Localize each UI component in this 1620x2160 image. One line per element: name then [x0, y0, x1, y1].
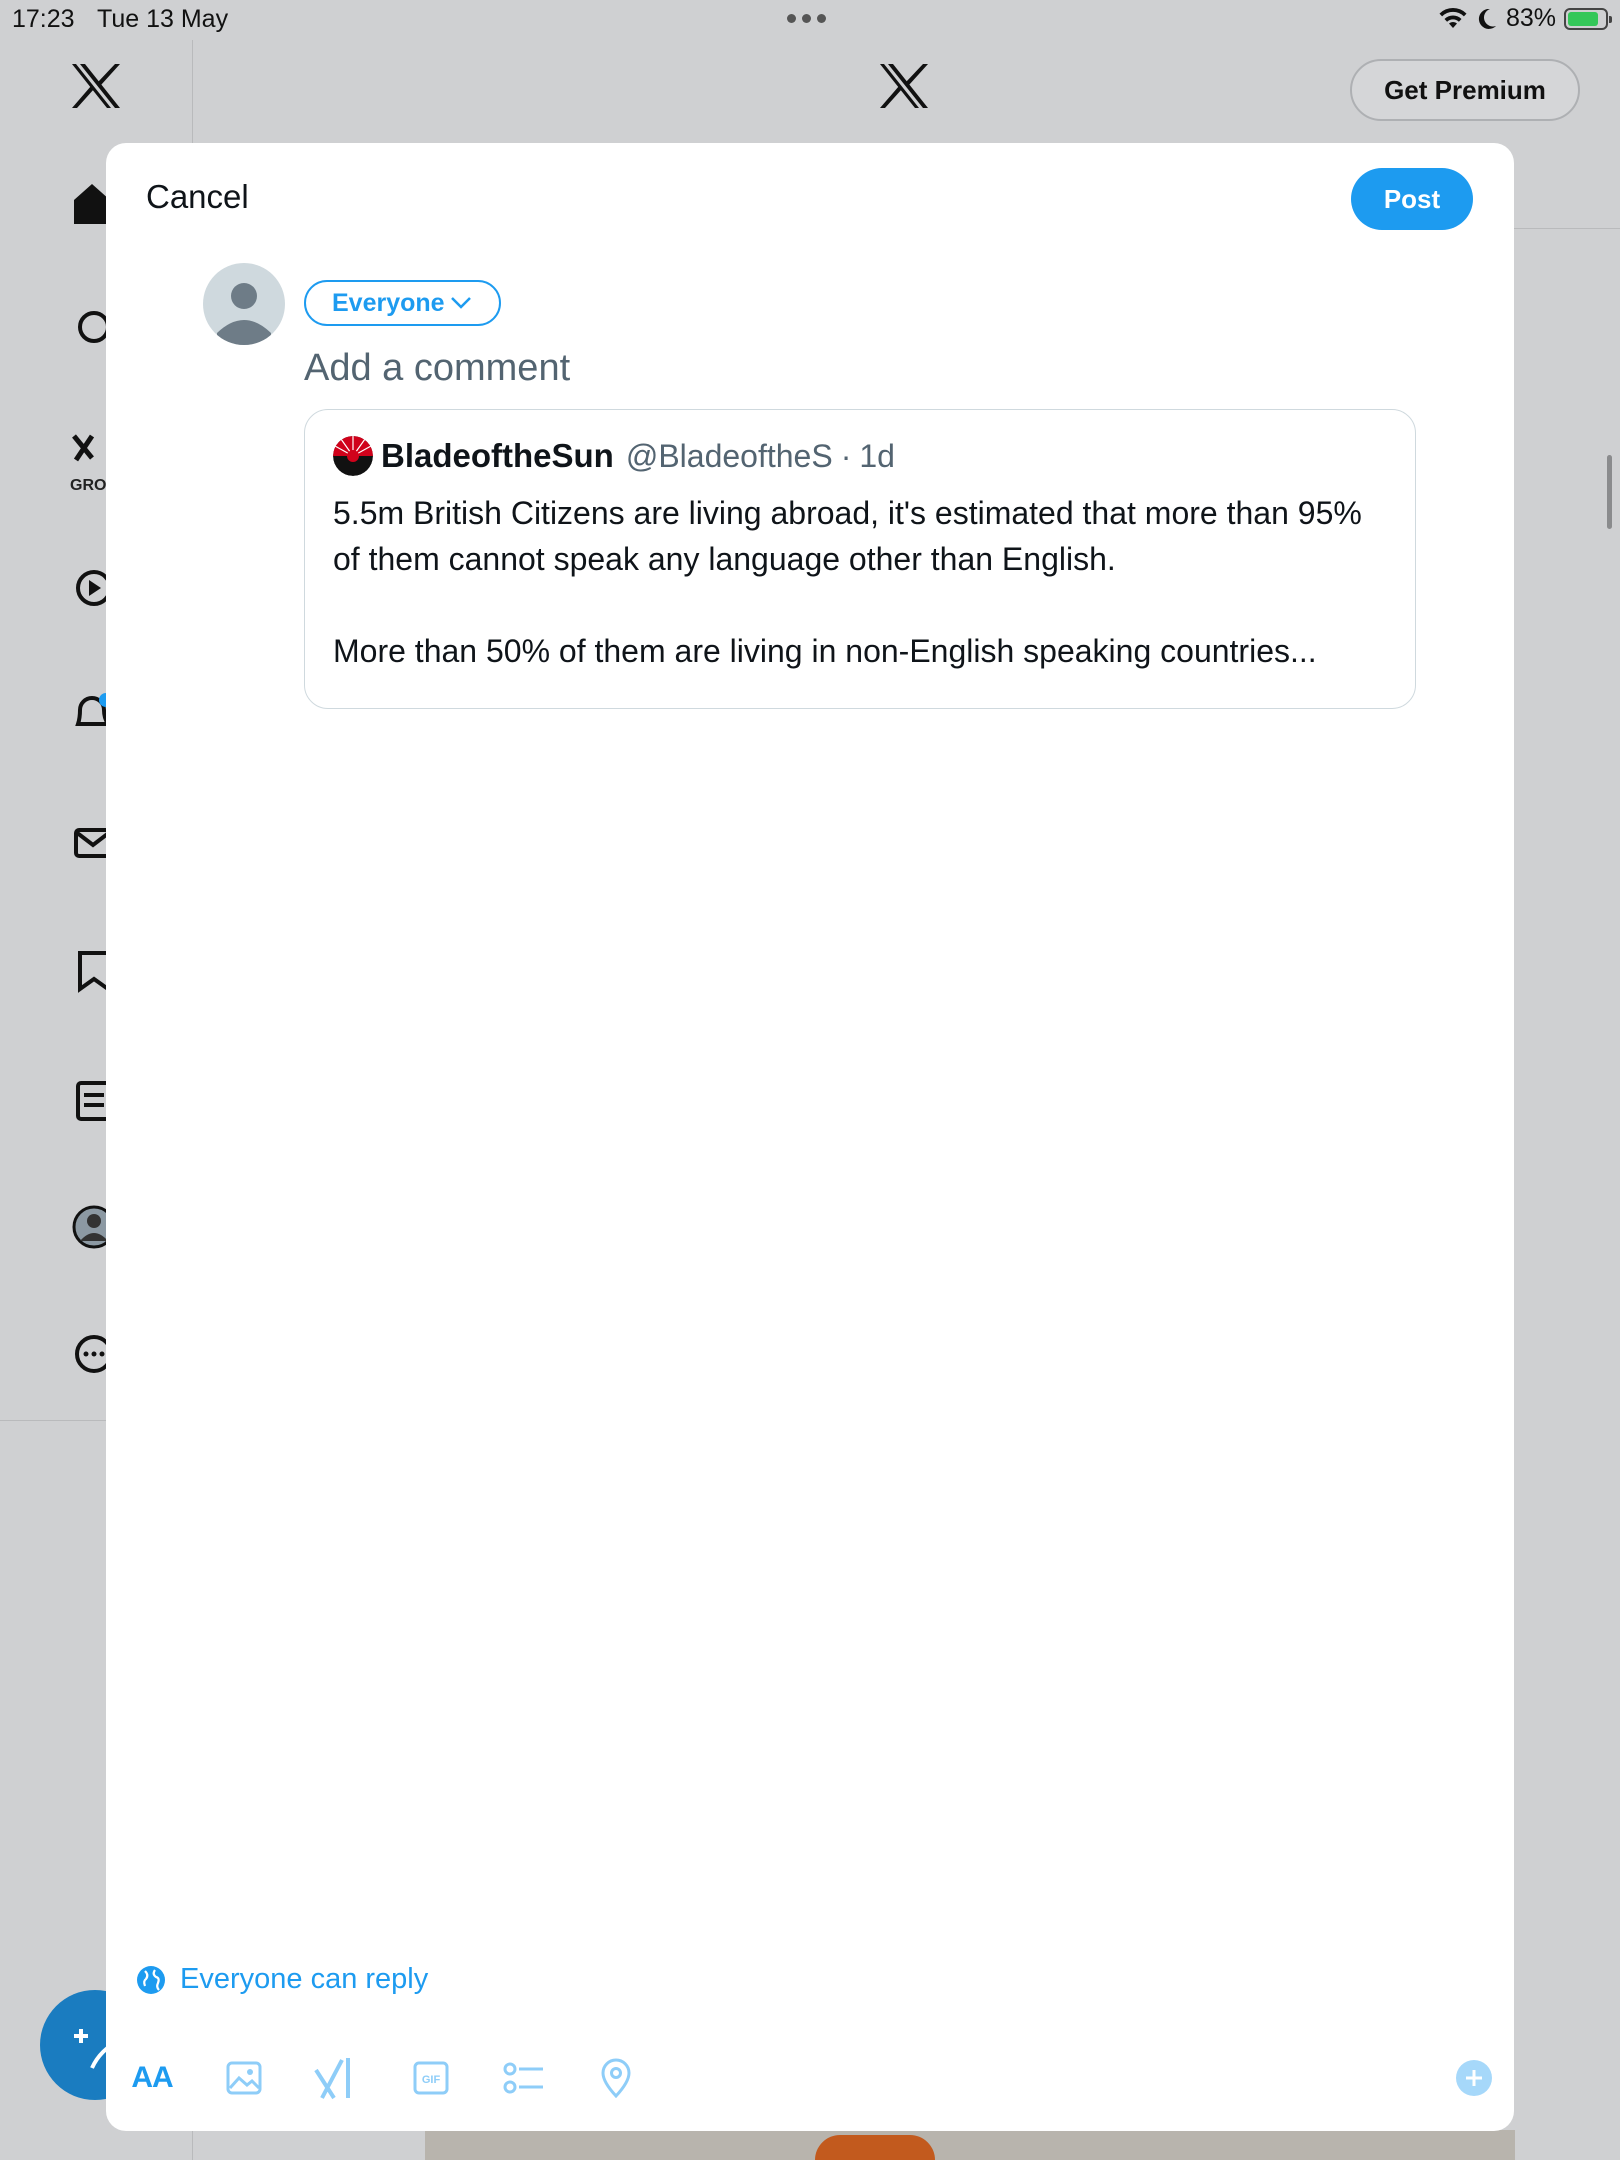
compose-modal: [106, 143, 1514, 2131]
image-icon: [226, 2060, 262, 2096]
add-post-icon: [1455, 2059, 1493, 2097]
audience-selector[interactable]: [304, 280, 501, 326]
poll-icon: [503, 2060, 545, 2096]
avatar[interactable]: [203, 263, 285, 345]
chevron-down-icon: [449, 295, 473, 311]
battery-icon: [1564, 8, 1608, 30]
grok-label: GRO: [70, 477, 107, 494]
video-icon[interactable]: [70, 562, 110, 612]
svg-text:GIF: GIF: [421, 2074, 441, 2086]
grok-icon: [312, 2054, 356, 2102]
quoted-post-time: 1d: [859, 437, 895, 474]
bell-icon[interactable]: [70, 688, 110, 738]
gif-button[interactable]: [403, 2043, 459, 2113]
x-logo-icon[interactable]: [70, 62, 122, 110]
more-icon[interactable]: [70, 1330, 110, 1380]
background-media: [425, 2130, 1515, 2160]
gif-icon: [413, 2061, 449, 2095]
grok-icon[interactable]: [70, 428, 110, 480]
list-icon[interactable]: [70, 1075, 110, 1125]
quoted-post-card[interactable]: [304, 409, 1416, 709]
quoted-author-avatar: [333, 436, 373, 476]
battery-percent: 83%: [1505, 4, 1556, 32]
composer-toolbar: [106, 2043, 1514, 2113]
default-avatar-icon: [203, 263, 285, 345]
get-premium-button[interactable]: Get Premium: [1350, 59, 1580, 121]
image-button[interactable]: [216, 2043, 272, 2113]
bookmark-icon[interactable]: [70, 945, 110, 995]
status-bar: [0, 0, 1620, 40]
mail-icon[interactable]: [70, 818, 110, 868]
cancel-button[interactable]: Cancel: [146, 178, 249, 215]
multitasking-handle[interactable]: [787, 14, 826, 23]
status-date: Tue 13 May: [97, 5, 229, 33]
quoted-post-paragraph: 5.5m British Citizens are living abroad, it's estimated that more than 95% of them cannot speak any language other than English.: [333, 495, 1362, 577]
wifi-icon: [1438, 7, 1468, 31]
separator-dot: ·: [840, 437, 852, 474]
reply-setting-label: Everyone can reply: [180, 1963, 429, 1995]
location-icon: [600, 2058, 632, 2098]
text-format-button[interactable]: [124, 2043, 180, 2113]
quoted-author-name: BladeoftheSun: [381, 437, 614, 474]
quoted-post-header: [333, 434, 1387, 478]
audience-label: Everyone: [332, 288, 445, 317]
reply-setting-button[interactable]: [136, 1963, 428, 1996]
avatar-icon[interactable]: [70, 1203, 110, 1253]
quoted-post-text: [333, 490, 1387, 674]
comment-input[interactable]: [304, 343, 1304, 393]
search-icon[interactable]: [70, 305, 110, 355]
post-button[interactable]: Post: [1351, 168, 1473, 230]
location-button[interactable]: [588, 2043, 644, 2113]
poll-button[interactable]: [496, 2043, 552, 2113]
add-post-button[interactable]: [1449, 2043, 1499, 2113]
grok-button[interactable]: [306, 2043, 362, 2113]
quoted-author-handle: @BladeoftheS: [625, 437, 833, 474]
home-icon[interactable]: [70, 178, 110, 228]
x-logo-icon[interactable]: [878, 62, 930, 110]
sunburst-avatar-icon: [333, 436, 373, 476]
quoted-post-paragraph: More than 50% of them are living in non-English speaking countries...: [333, 633, 1317, 669]
scrollbar[interactable]: [1607, 455, 1612, 529]
moon-icon: [1476, 7, 1498, 31]
globe-icon: [136, 1965, 166, 1995]
status-indicators: [1438, 4, 1608, 33]
text-format-label: AA: [131, 2061, 173, 2094]
status-time: 17:23: [12, 5, 75, 33]
